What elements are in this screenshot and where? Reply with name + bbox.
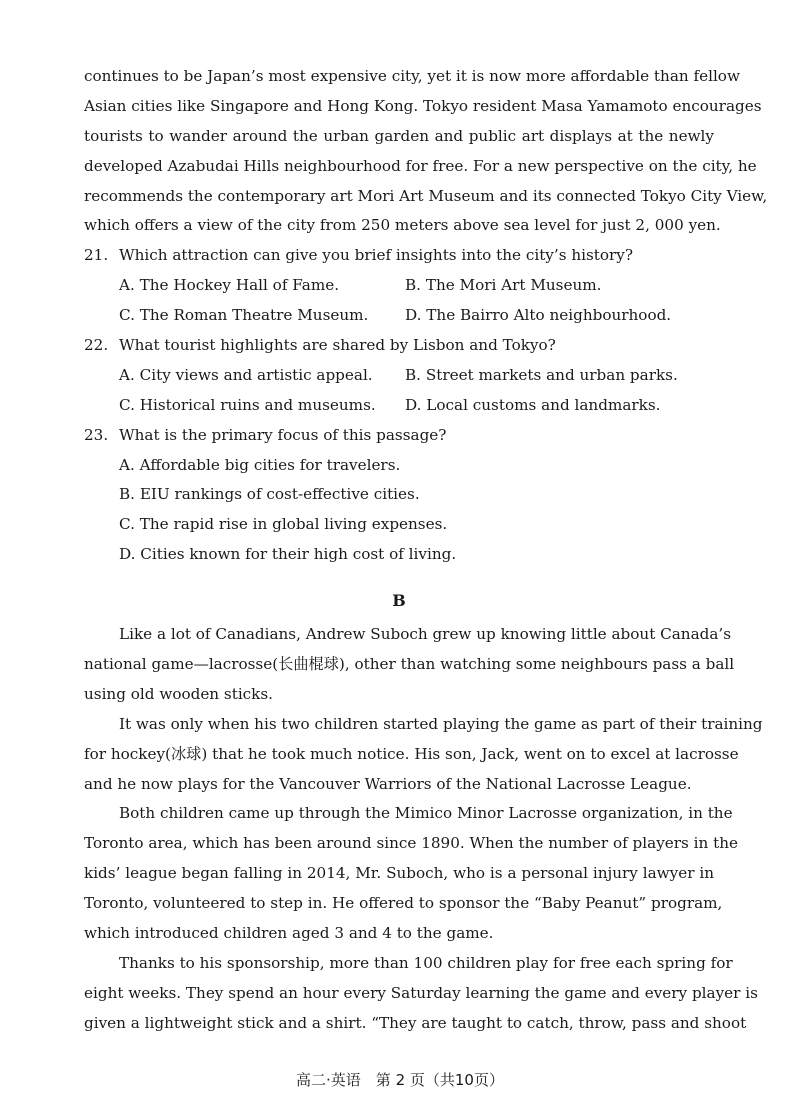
question-number: 22. [84,336,109,355]
passage-line: It was only when his two children started playing the game as part of their training [119,714,763,733]
option-c[interactable]: C. Historical ruins and museums. [119,395,376,414]
passage-line: eight weeks. They spend an hour every Saturday learning the game and every player is [84,983,758,1002]
paragraph [84,799,738,948]
passage-line: developed Azabudai Hills neighbourhood for free. For a new perspective on the city, he [84,156,757,175]
passage-line: for hockey(冰球) that he took much notice. His son, Jack, went on to excel at lacrosse [84,744,739,763]
page-content [84,62,768,1039]
passage-line: Asian cities like Singapore and Hong Kong. Tokyo resident Masa Yamamoto encourages [84,96,762,115]
question-23 [84,421,714,570]
passage-line: continues to be Japan’s most expensive city, yet it is now more affordable than fellow [84,67,740,85]
section-title: B [392,591,406,611]
passage-line: tourists to wander around the urban garden and public art displays at the newly [84,126,714,145]
passage-line: which offers a view of the city from 250 meters above sea level for just 2, 000 yen. [84,216,721,235]
passage-line: Both children came up through the Mimico Minor Lacrosse organization, in the [119,804,733,823]
option-d[interactable]: D. Cities known for their high cost of living. [119,545,457,564]
option-d[interactable]: D. The Bairro Alto neighbourhood. [405,306,672,325]
question-number: 21. [84,246,109,265]
option-b[interactable]: B. Street markets and urban parks. [405,365,678,384]
passage-line: which introduced children aged 3 and 4 to the game. [84,924,494,943]
passage-line: Thanks to his sponsorship, more than 100 children play for free each spring for [119,953,733,972]
paragraph [84,949,758,1039]
passage-line: Toronto, volunteered to step in. He offered to sponsor the “Baby Peanut” program, [84,894,723,913]
passage-line: Like a lot of Canadians, Andrew Suboch grew up knowing little about Canada’s [119,625,732,644]
paragraph [84,710,763,800]
option-c[interactable]: C. The Roman Theatre Museum. [119,306,369,325]
page-footer: 高二·英语 第 2 页（共10页） [296,1071,504,1089]
passage-b [84,620,763,1038]
question-number: 23. [84,425,109,444]
passage-a-continuation [84,62,768,241]
question-22 [84,331,714,421]
option-d[interactable]: D. Local customs and landmarks. [405,395,661,414]
option-a[interactable]: A. The Hockey Hall of Fame. [119,276,340,295]
question-21 [84,241,714,331]
passage-line: and he now plays for the Vancouver Warriors of the National Lacrosse League. [84,774,692,793]
question-text: What is the primary focus of this passage? [119,425,447,444]
option-b[interactable]: B. EIU rankings of cost-effective cities. [119,485,420,504]
question-text: What tourist highlights are shared by Lisbon and Tokyo? [119,336,556,355]
passage-line: national game—lacrosse(长曲棍球), other than watching some neighbours pass a ball [84,655,735,674]
passage-line: using old wooden sticks. [84,684,274,703]
option-a[interactable]: A. City views and artistic appeal. [119,365,373,384]
question-text: Which attraction can give you brief insights into the city’s history? [119,246,634,265]
passage-line: kids’ league began falling in 2014, Mr. Suboch, who is a personal injury lawyer in [84,864,714,883]
option-a[interactable]: A. Affordable big cities for travelers. [119,455,401,474]
option-b[interactable]: B. The Mori Art Museum. [405,276,602,295]
option-c[interactable]: C. The rapid rise in global living expenses. [119,515,448,534]
passage-line: given a lightweight stick and a shirt. “They are taught to catch, throw, pass and shoot [84,1013,747,1032]
paragraph [84,620,735,710]
passage-line: Toronto area, which has been around since 1890. When the number of players in the [84,834,738,853]
passage-line: recommends the contemporary art Mori Art Museum and its connected Tokyo City View, [84,186,768,205]
